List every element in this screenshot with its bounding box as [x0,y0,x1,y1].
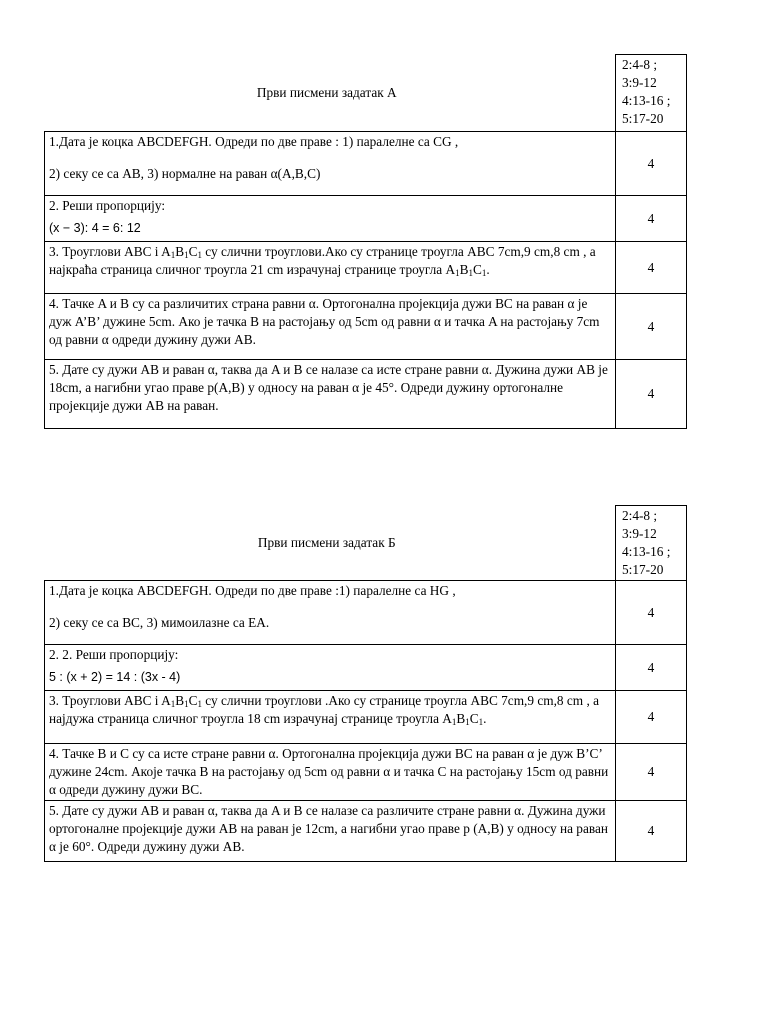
grading-scale-line: 2:4-8 ; [622,508,658,523]
task-points: 4 [616,294,687,360]
task-row [45,294,687,360]
task-points: 4 [616,360,687,429]
grading-scale-line: 5:17-20 [622,111,664,126]
grading-scale-line: 5:17-20 [622,562,664,577]
task-line: 2) секу се са BC, 3) мимоилазне са EA. [49,615,270,630]
task-text: 5. Дате су дужи AB и раван α, таква да A и B се налазе са исте стране равни α. Дужина дужи AB је 18cm, а нагибни угао праве p(A,B) у односу на раван α је 45°. Одреди дужину ортогоналне пројекције дужи AB на раван. [45,360,616,429]
grading-scale-cell [616,506,687,581]
grading-scale-line: 4:13-16 ; [622,544,671,559]
proportion-equation: (x − 3): 4 = 6: 12 [49,221,141,235]
task-points: 4 [616,645,687,691]
task-row [45,691,687,744]
task-text: 5. Дате су дужи AB и раван α, таква да A и B се налазе са различите стране равни α. Дужина дужи ортогоналне пројекције дужи AB на раван је 12cm, а нагибни угао праве p (A,B) у односу на раван α је 60°. Одреди дужину дужи AB. [45,801,616,862]
grading-scale-line: 2:4-8 ; [622,57,658,72]
exam-table-b [44,505,687,862]
task-text: 4. Тачке A и B су са различитих страна равни α. Ортогонална пројекција дужи BC на раван α је дуж A’B’ дужине 5cm. Ако је тачка B на растојању од 5cm од равни α и тачка A на растојању 7cm од равни α одреди дужину дужи AB. [45,294,616,360]
task-row [45,132,687,196]
grading-scale-line: 3:9-12 [622,526,657,541]
task-line: 2. 2. Реши пропорцију: [49,647,179,662]
task-row [45,645,687,691]
grading-scale-line: 4:13-16 ; [622,93,671,108]
exam-title: Први писмени задатак Б [257,534,396,550]
task-points: 4 [616,581,687,645]
task-row [45,242,687,294]
task-line: 3. Троуглови ABC i $A_1B_1C_1$ су слични троуглови.Ако су странице троугла ABC 7cm,9 cm,8 cm , а најкраћа страница сличног троугла 21 cm израчунај странице троугла $A_1B_1C_1$. [49,244,596,278]
exam-title: Први писмени задатак А [256,84,397,100]
task-row [45,801,687,862]
task-text [45,132,616,196]
task-points: 4 [616,744,687,801]
task-points: 4 [616,801,687,862]
task-line: 2. Реши пропорцију: [49,198,166,213]
task-text [45,645,616,691]
task-row [45,196,687,242]
exam-title-cell [45,55,616,132]
task-row [45,360,687,429]
task-points: 4 [616,132,687,196]
exam-title-cell [45,506,616,581]
task-points: 4 [616,242,687,294]
task-points: 4 [616,691,687,744]
task-row [45,744,687,801]
task-text [45,196,616,242]
proportion-equation: 5 : (x + 2) = 14 : (3x - 4) [49,670,181,684]
task-text [45,691,616,744]
grading-scale-cell [616,55,687,132]
task-text [45,581,616,645]
task-line: 1.Дата је коцка ABCDEFGH. Одреди по две праве : 1) паралелне са CG , [49,134,459,149]
task-line: 3. Троуглови ABC i $A_1B_1C_1$ су слични троуглови .Ако су странице троугла ABC 7cm,9 cm,8 cm , а најдужа страница сличног троугла 18 cm израчунај странице троугла $A_1B_1C_1$. [49,693,599,727]
task-row [45,581,687,645]
task-line: 1.Дата је коцка ABCDEFGH. Одреди по две праве :1) паралелне са HG , [49,583,456,598]
exam-table-a [44,54,687,429]
task-line: 2) секу се са AB, 3) нормалне на раван α(A,B,C) [49,166,321,181]
task-points: 4 [616,196,687,242]
task-text [45,242,616,294]
grading-scale-line: 3:9-12 [622,75,657,90]
task-text: 4. Тачке B и C су са исте стране равни α. Ортогонална пројекција дужи BC на раван α је дуж B’C’ дужине 24cm. Акоје тачка B на растојању од 5cm од равни α и тачка C на растојању 15cm од равни α одреди дужину дужи BC. [45,744,616,801]
